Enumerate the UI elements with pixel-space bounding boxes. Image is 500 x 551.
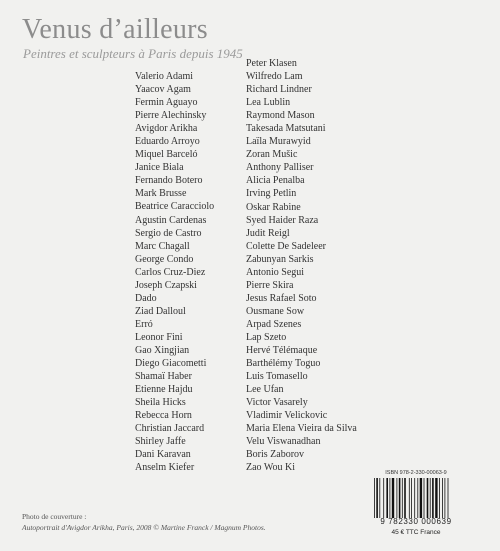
- artist-name: Agustin Cardenas: [135, 214, 207, 226]
- barcode-bar: [397, 478, 398, 518]
- barcode-bar: [445, 478, 446, 518]
- artist-name: Irving Petlin: [246, 188, 297, 200]
- artist-name: Antonio Segui: [246, 266, 305, 278]
- artist-name: Lee Ufan: [246, 384, 284, 396]
- artist-name: Gao Xingjian: [135, 344, 190, 356]
- artist-name: Sergio de Castro: [135, 227, 202, 239]
- artist-name: Zoran Mušic: [246, 149, 298, 161]
- barcode-bar: [411, 478, 412, 518]
- barcode-bar: [404, 478, 406, 518]
- artist-name: Boris Zaborov: [246, 449, 305, 461]
- artist-name: Marc Chagall: [135, 240, 190, 252]
- barcode-bar: [427, 478, 429, 518]
- artist-name: Dani Karavan: [135, 449, 191, 461]
- barcode-bar: [399, 478, 401, 518]
- artist-name: Yaacov Agam: [135, 84, 191, 96]
- barcode-bar: [409, 478, 410, 518]
- artist-name: Valerio Adami: [135, 71, 194, 82]
- artist-name: Syed Haider Raza: [246, 214, 319, 226]
- artist-name: Dado: [135, 292, 157, 304]
- barcode-bar: [420, 478, 422, 518]
- artist-name: Alicia Penalba: [246, 175, 305, 187]
- barcode-bar: [448, 478, 449, 518]
- artist-name: Shirley Jaffe: [135, 436, 186, 448]
- artist-name: Carlos Cruz-Diez: [135, 266, 206, 278]
- artist-list-right: [246, 57, 357, 475]
- artist-name: Anthony Palliser: [246, 162, 314, 174]
- barcode-bar: [439, 478, 440, 518]
- barcode-bar: [435, 478, 437, 518]
- artist-name: Jesus Rafael Soto: [246, 292, 317, 304]
- barcode-bar: [414, 478, 415, 518]
- barcode-bar: [402, 478, 403, 518]
- artist-name: George Condo: [135, 253, 194, 265]
- artist-name: Takesada Matsutani: [246, 123, 326, 135]
- artist-name: Mark Brusse: [135, 188, 187, 200]
- artist-name: Velu Viswanadhan: [246, 436, 321, 448]
- artist-name: Vladimir Velickovic: [246, 410, 328, 422]
- price-label: 45 € TTC France: [391, 529, 441, 536]
- artist-name: Richard Lindner: [246, 84, 312, 96]
- artist-name: Fernando Botero: [135, 175, 203, 187]
- isbn-label: ISBN 978-2-330-00063-9: [385, 470, 447, 476]
- artist-name: Leonor Fini: [135, 331, 183, 343]
- artist-name: Diego Giacometti: [135, 358, 207, 370]
- artist-name: Luis Tomasello: [246, 371, 308, 383]
- barcode-bar: [376, 478, 378, 518]
- barcode-bar: [430, 478, 431, 518]
- book-title: Venus d’ailleurs: [22, 14, 208, 45]
- artist-name: Miquel Barceló: [135, 149, 198, 161]
- artist-name: Oskar Rabine: [246, 201, 301, 213]
- artist-name: Arpad Szenes: [246, 318, 302, 330]
- barcode-digits: 9 782330 000639: [380, 517, 452, 526]
- artist-name: Colette De Sadeleer: [246, 240, 326, 252]
- artist-name: Avigdor Arikha: [135, 123, 198, 135]
- artist-name: Pierre Skira: [246, 279, 294, 291]
- artist-name: Pierre Alechinsky: [135, 110, 207, 122]
- artist-name: Joseph Czapski: [135, 279, 197, 291]
- artist-name: Erró: [135, 318, 153, 330]
- artist-name: Shamaï Haber: [135, 371, 192, 383]
- barcode-image: [372, 478, 460, 518]
- artist-name: Zao Wou Ki: [246, 462, 296, 474]
- artist-name: Fermin Aguayo: [135, 97, 198, 109]
- artist-name: Hervé Télémaque: [246, 345, 318, 357]
- artist-name: Rebecca Horn: [135, 410, 192, 422]
- barcode-bar: [386, 478, 388, 518]
- artist-name: Beatrice Caracciolo: [135, 201, 215, 213]
- barcode-block: [366, 470, 466, 540]
- artist-name: Laïla Murawyid: [246, 136, 311, 148]
- barcode-bar: [390, 478, 391, 518]
- artist-name: Lea Lublin: [246, 97, 291, 109]
- artist-name: Judit Reigl: [246, 227, 290, 239]
- artist-name: Peter Klasen: [246, 58, 297, 69]
- artist-name: Barthélémy Toguo: [246, 358, 321, 370]
- artist-name: Anselm Kiefer: [135, 462, 195, 474]
- barcode-bar: [432, 478, 434, 518]
- book-subtitle: Peintres et sculpteurs à Paris depuis 1945: [23, 46, 243, 61]
- artist-name: Christian Jaccard: [135, 423, 205, 435]
- barcode-bar: [392, 478, 394, 518]
- photo-credit-text: Autoportrait d'Avigdor Arikha, Paris, 2008 © Martine Franck / Magnum Photos.: [22, 523, 266, 532]
- artist-name: Ziad Dalloul: [135, 305, 186, 317]
- artist-name: Ousmane Sow: [246, 305, 305, 317]
- photo-credit-label: Photo de couverture :: [22, 512, 87, 521]
- barcode-bar: [442, 478, 443, 518]
- artist-name: Zabunyan Sarkis: [246, 253, 314, 265]
- barcode-bar: [417, 478, 418, 518]
- artist-name: Etienne Hajdu: [135, 384, 193, 396]
- artist-name: Sheila Hicks: [135, 397, 186, 409]
- barcode-bar: [374, 478, 375, 518]
- artist-name: Eduardo Arroyo: [135, 136, 200, 148]
- barcode-bar: [424, 478, 425, 518]
- artist-name: Lap Szeto: [246, 331, 287, 343]
- artist-name: Maria Elena Vieira da Silva: [246, 423, 357, 435]
- artist-name: Raymond Mason: [246, 110, 315, 122]
- artist-list-left: [135, 70, 214, 474]
- artist-name: Janice Biala: [135, 162, 184, 174]
- barcode-bar: [379, 478, 380, 518]
- artist-name: Victor Vasarely: [246, 397, 308, 409]
- barcode-bar: [383, 478, 384, 518]
- artist-name: Wilfredo Lam: [246, 71, 303, 83]
